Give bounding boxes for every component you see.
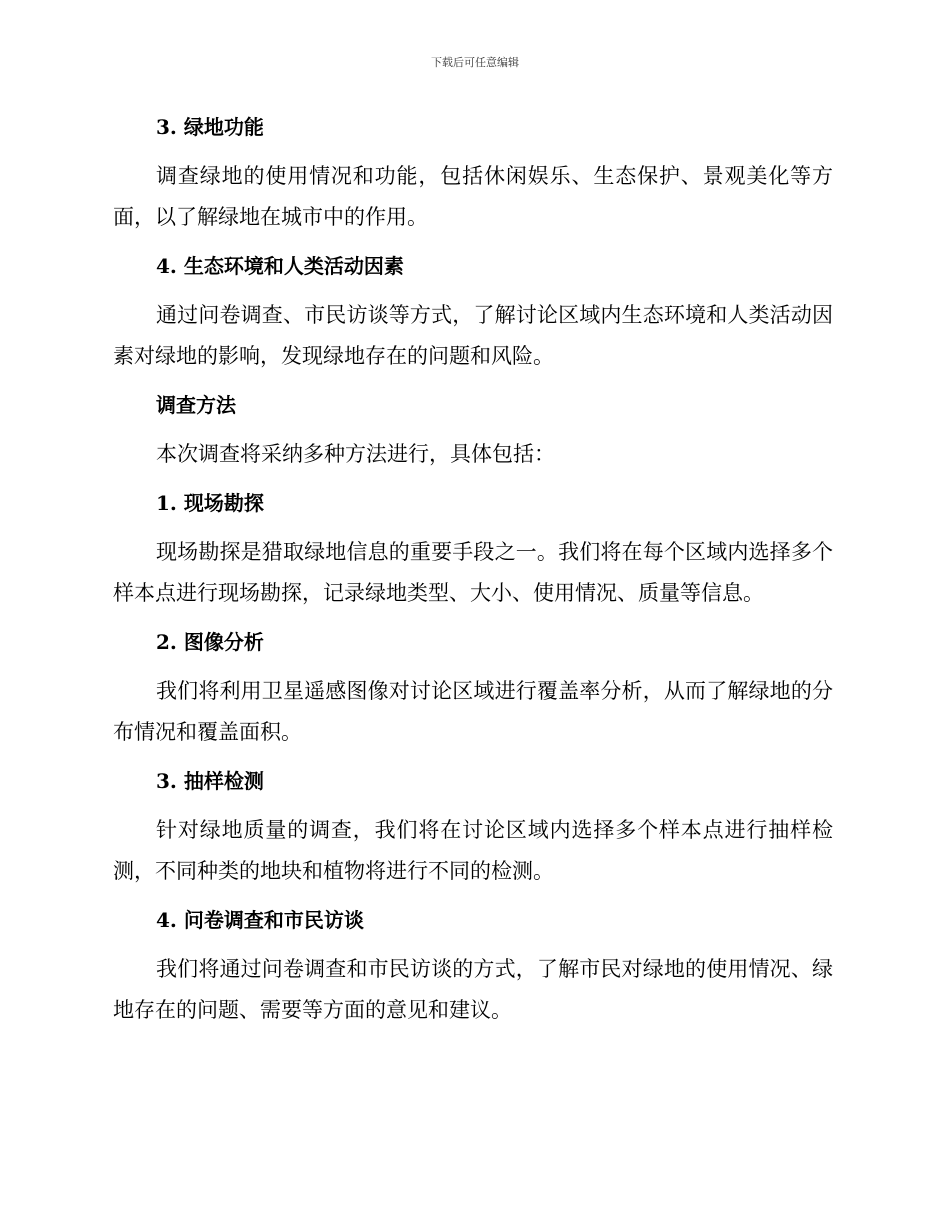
heading-eco-human-factors: 4. 生态环境和人类活动因素	[156, 254, 404, 278]
para-image-analysis: 我们将利用卫星遥感图像对讨论区域进行覆盖率分析，从而了解绿地的分布情况和覆盖面积。	[113, 679, 833, 744]
heading-field-survey: 1. 现场勘探	[156, 491, 264, 515]
page-header: 下载后可任意编辑	[431, 56, 519, 69]
heading-survey-methods: 调查方法	[156, 393, 236, 417]
para-questionnaire: 我们将通过问卷调查和市民访谈的方式，了解市民对绿地的使用情况、绿地存在的问题、需要等方面的意见和建议。	[113, 957, 833, 1022]
para-field-survey: 现场勘探是猎取绿地信息的重要手段之一。我们将在每个区域内选择多个样本点进行现场勘探，记录绿地类型、大小、使用情况、质量等信息。	[113, 540, 833, 605]
para-eco-human-factors: 通过问卷调查、市民访谈等方式，了解讨论区域内生态环境和人类活动因素对绿地的影响，发现绿地存在的问题和风险。	[113, 303, 833, 368]
document-body	[113, 110, 833, 1042]
para-survey-methods: 本次调查将采纳多种方法进行，具体包括：	[156, 442, 555, 466]
para-green-function: 调查绿地的使用情况和功能，包括休闲娱乐、生态保护、景观美化等方面，以了解绿地在城市中的作用。	[113, 164, 833, 229]
heading-image-analysis: 2. 图像分析	[156, 630, 264, 654]
para-sampling: 针对绿地质量的调查，我们将在讨论区域内选择多个样本点进行抽样检测，不同种类的地块和植物将进行不同的检测。	[113, 818, 833, 883]
heading-questionnaire: 4. 问卷调查和市民访谈	[156, 908, 364, 932]
heading-green-function: 3. 绿地功能	[156, 115, 264, 139]
heading-sampling: 3. 抽样检测	[156, 769, 264, 793]
